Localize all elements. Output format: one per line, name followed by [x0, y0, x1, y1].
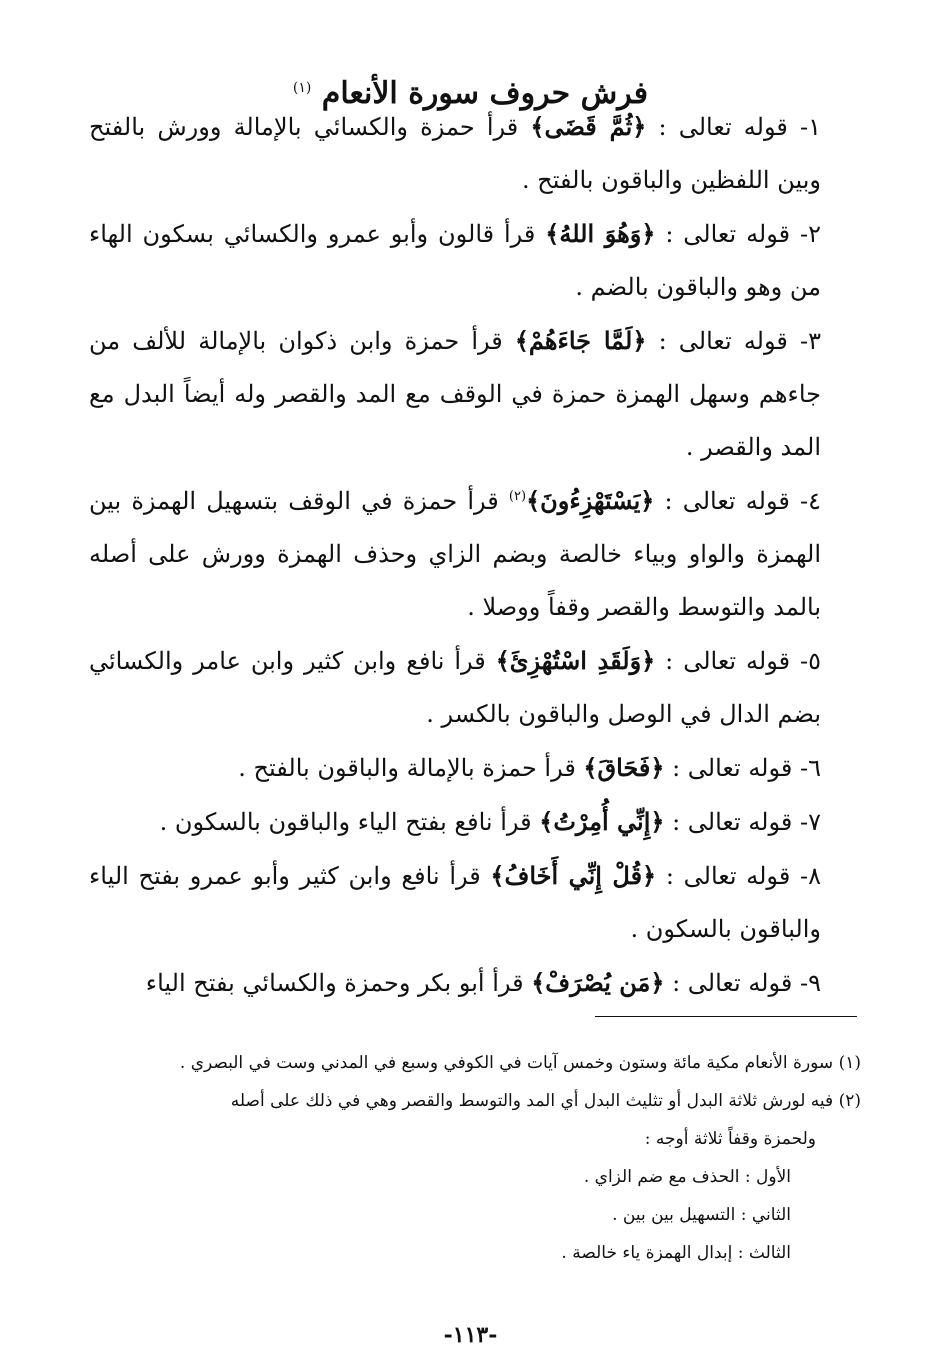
- quran-word: ﴿ثُمَّ قَضَى﴾: [530, 112, 647, 141]
- paragraph-text: قرأ نافع وابن كثير وابن عامر والكسائي بضم الدال في الوصل والباقون بالكسر .: [89, 647, 821, 728]
- paragraph-prefix: ٥- قوله تعالى :: [655, 647, 821, 675]
- paragraph-text: قرأ حمزة والكسائي بالإمالة وورش بالفتح وبين اللفظين والباقون بالفتح .: [89, 113, 821, 194]
- footnote-2-line-2: ولحمزة وقفاً ثلاثة أوجه :: [644, 1129, 816, 1149]
- footnote-1: (١) سورة الأنعام مكية مائة وستون وخمس آيات في الكوفي وسبع في المدني وست في البصري .: [179, 1053, 861, 1073]
- footnotes: [81, 1044, 861, 1272]
- paragraph-text: قرأ حمزة بالإمالة والباقون بالفتح .: [238, 754, 584, 782]
- paragraph-4: [89, 474, 849, 634]
- paragraph-2: [89, 207, 849, 314]
- quran-word: ﴿لَمَّا جَاءَهُمْ﴾: [514, 326, 647, 355]
- main-text: [89, 100, 849, 1010]
- quran-word: ﴿مَن يُصْرَفْ﴾: [531, 968, 665, 997]
- paragraph-prefix: ٧- قوله تعالى :: [664, 808, 821, 836]
- quran-word: ﴿وَهُوَ اللهُ﴾: [545, 219, 656, 248]
- paragraph-text: قرأ نافع بفتح الياء والباقون بالسكون .: [159, 808, 540, 836]
- footnote-2-line-1: (٢) فيه لورش ثلاثة البدل أو تثليث البدل أي المد والتوسط والقصر وهي في ذلك على أصله: [230, 1091, 861, 1111]
- paragraph-prefix: ٤- قوله تعالى :: [654, 487, 821, 515]
- title-footnote-ref: (١): [292, 80, 312, 97]
- quran-word: ﴿وَلَقَدِ اسْتُهْزِئَ﴾: [495, 646, 656, 675]
- paragraph-3: [89, 314, 849, 474]
- paragraph-prefix: ٦- قوله تعالى :: [664, 754, 821, 782]
- paragraph-5: [89, 634, 849, 741]
- footnote-ref: (٢): [508, 489, 527, 504]
- paragraph-prefix: ٨- قوله تعالى :: [656, 862, 821, 890]
- paragraph-8: [89, 849, 849, 956]
- paragraph-text: قرأ أبو بكر وحمزة والكسائي بفتح الياء: [145, 969, 532, 997]
- footnote-divider: [595, 1016, 857, 1017]
- paragraph-text: قرأ نافع وابن كثير وأبو عمرو بفتح الياء والباقون بالسكون .: [89, 862, 821, 943]
- paragraph-prefix: ٢- قوله تعالى :: [655, 220, 821, 248]
- footnote-2-second: الثاني : التسهيل بين بين .: [612, 1205, 791, 1225]
- quran-word: ﴿فَحَاقَ﴾: [583, 753, 665, 782]
- paragraph-text: قرأ حمزة وابن ذكوان بالإمالة للألف من جاءهم وسهل الهمزة حمزة في الوقف مع المد والقصر وله أيضاً البدل مع المد والقصر .: [89, 327, 821, 461]
- footnote-2-first: الأول : الحذف مع ضم الزاي .: [583, 1167, 791, 1187]
- paragraph-prefix: ١- قوله تعالى :: [646, 113, 821, 141]
- paragraph-7: [89, 795, 849, 849]
- paragraph-6: [89, 741, 849, 795]
- paragraph-prefix: ٣- قوله تعالى :: [646, 327, 822, 355]
- quran-word: ﴿قُلْ إِنِّي أَخَافُ﴾: [490, 861, 657, 890]
- quran-word: ﴿إِنِّي أُمِرْتُ﴾: [539, 807, 665, 836]
- paragraph-1: [89, 100, 849, 207]
- paragraph-text: قرأ حمزة في الوقف بتسهيل الهمزة بين الهمزة والواو وبياء خالصة وبضم الزاي وحذف الهمزة وورش على أصله بالمد والتوسط والقصر وقفاً ووصلا .: [89, 487, 821, 621]
- paragraph-9: [89, 956, 849, 1010]
- title-text: فرش حروف سورة الأنعام: [321, 76, 649, 112]
- paragraph-text: قرأ قالون وأبو عمرو والكسائي بسكون الهاء من وهو والباقون بالضم .: [89, 220, 821, 301]
- quran-word: ﴿يَسْتَهْزِءُونَ﴾: [526, 486, 655, 515]
- page-number: -١١٣-: [443, 1322, 498, 1348]
- paragraph-prefix: ٩- قوله تعالى :: [664, 969, 821, 997]
- footnote-2-third: الثالث : إبدال الهمزة ياء خالصة .: [561, 1243, 791, 1263]
